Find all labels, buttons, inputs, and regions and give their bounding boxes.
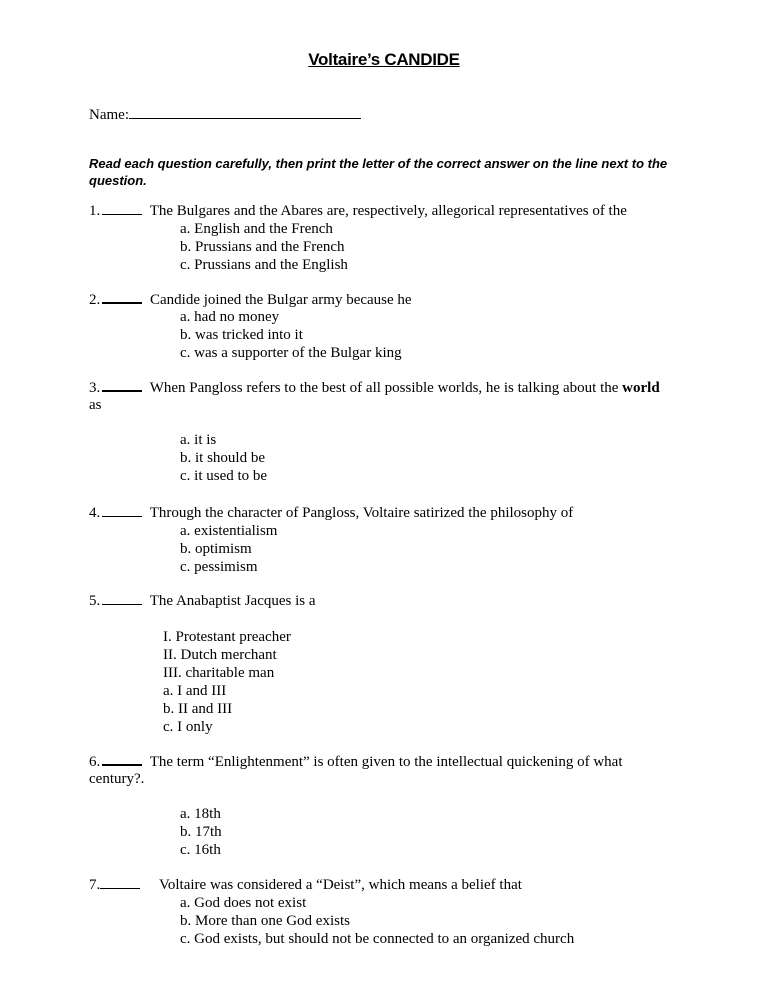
name-blank-line[interactable]: [129, 103, 361, 119]
option: b. it should be: [180, 450, 265, 466]
answer-blank[interactable]: [102, 752, 142, 766]
question-3-wrap: as: [89, 397, 102, 413]
answer-blank[interactable]: [102, 504, 142, 517]
question-number: 2.: [89, 292, 101, 308]
question-text: Through the character of Pangloss, Voltaire satirized the philosophy of: [149, 505, 574, 521]
option: c. 16th: [180, 842, 221, 858]
option: a. God does not exist: [180, 895, 307, 911]
option: b. More than one God exists: [180, 913, 350, 929]
question-number: 4.: [89, 505, 101, 521]
option: a. had no money: [180, 309, 280, 325]
answer-blank[interactable]: [102, 290, 142, 304]
option: c. I only: [163, 719, 213, 735]
roman-option: II. Dutch merchant: [163, 647, 277, 663]
option: b. was tricked into it: [180, 327, 303, 343]
question-text: The Bulgares and the Abares are, respectively, allegorical representatives of the: [149, 203, 627, 219]
answer-blank[interactable]: [100, 876, 140, 889]
option: a. existentialism: [180, 523, 278, 539]
answer-blank[interactable]: [102, 378, 142, 392]
answer-blank[interactable]: [102, 202, 142, 215]
option: b. Prussians and the French: [180, 239, 345, 255]
question-1: [89, 202, 627, 220]
question-keyword: world: [622, 380, 660, 396]
option: c. it used to be: [180, 468, 268, 484]
question-text: Voltaire was considered a “Deist”, which means a belief that: [158, 877, 522, 893]
question-number: 6.: [89, 754, 101, 770]
roman-option: III. charitable man: [163, 665, 275, 681]
question-text: When Pangloss refers to the best of all possible worlds, he is talking about the: [149, 380, 619, 396]
option: c. God exists, but should not be connected to an organized church: [180, 931, 575, 947]
question-2: [89, 290, 412, 309]
option: a. 18th: [180, 806, 221, 822]
question-7: [89, 876, 522, 894]
instructions: Read each question carefully, then print the letter of the correct answer on the line next to the question.: [89, 156, 668, 188]
question-3: [89, 378, 660, 397]
question-text: Candide joined the Bulgar army because he: [150, 292, 412, 308]
question-number: 5.: [89, 593, 101, 609]
option: c. was a supporter of the Bulgar king: [180, 345, 402, 361]
answer-blank[interactable]: [102, 592, 142, 605]
question-6: [89, 752, 623, 771]
question-number: 7.: [89, 877, 101, 893]
question-5: [89, 592, 316, 610]
option: c. Prussians and the English: [180, 257, 348, 273]
question-number: 1.: [89, 203, 101, 219]
question-number: 3.: [89, 380, 101, 396]
name-field: [89, 103, 361, 124]
question-text: The term “Enlightenment” is often given to the intellectual quickening of what: [149, 754, 623, 770]
roman-option: I. Protestant preacher: [163, 629, 291, 645]
name-label: Name:: [89, 107, 129, 123]
option: b. 17th: [180, 824, 222, 840]
option: b. optimism: [180, 541, 252, 557]
option: c. pessimism: [180, 559, 258, 575]
page-title: Voltaire’s CANDIDE: [308, 50, 460, 69]
question-6-wrap: century?.: [89, 771, 145, 787]
option: a. it is: [180, 432, 217, 448]
option: a. English and the French: [180, 221, 333, 237]
question-text: The Anabaptist Jacques is a: [149, 593, 316, 609]
option: a. I and III: [163, 683, 227, 699]
question-4: [89, 504, 573, 522]
option: b. II and III: [163, 701, 233, 717]
